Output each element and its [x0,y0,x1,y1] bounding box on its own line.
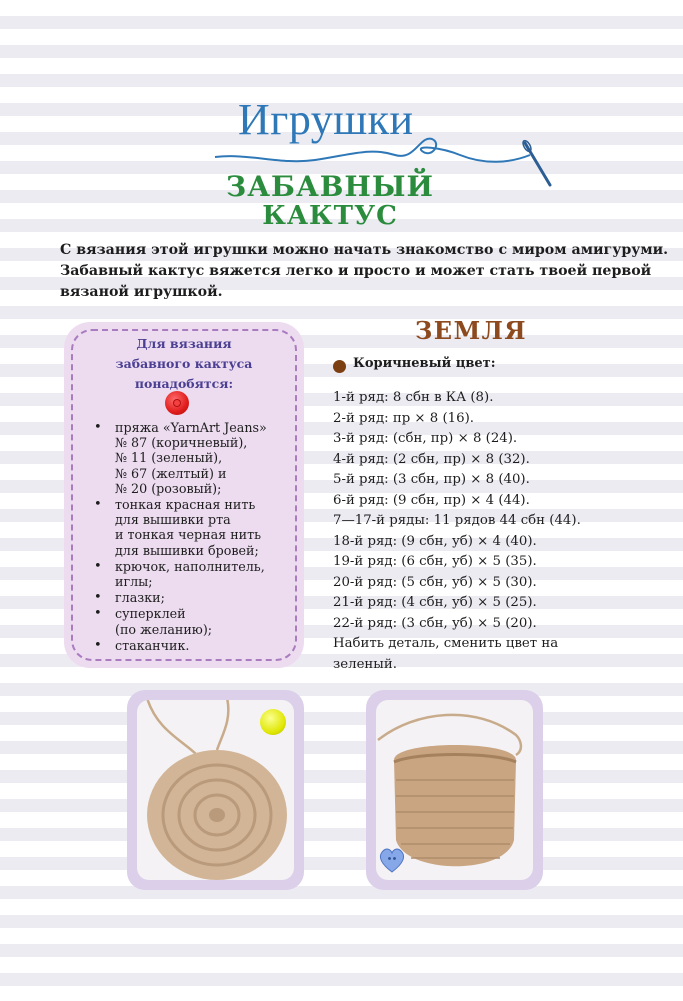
pattern-row: 3-й ряд: (сбн, пр) × 8 (24). [333,431,518,446]
materials-title-line: забавного кактуса [115,356,253,371]
pattern-row: 21-й ряд: (4 сбн, уб) × 5 (25). [333,595,537,610]
list-item-line: • крючок, наполнитель, [115,558,265,574]
materials-title-line: Для вязания [136,336,232,351]
intro-line: Забавный кактус вяжется легко и просто и может стать твоей первой [60,263,652,279]
list-item-line: № 20 (розовый); [115,480,222,496]
pattern-row: 7—17-й ряды: 11 рядов 44 сбн (44). [333,513,581,528]
pattern-row: зеленый. [333,656,397,672]
pattern-row: 1-й ряд: 8 сбн в КА (8). [333,390,494,405]
materials-title-line: понадобятся: [134,376,234,391]
list-item [93,590,303,605]
list-item-line: № 67 (желтый) и [115,465,227,481]
title-line-2: КАКТУС [262,201,398,231]
list-item-line: • стаканчик. [115,637,190,653]
list-item-line: для вышивки бровей; [115,542,259,558]
list-item [93,559,303,589]
heart-button-icon [378,848,406,874]
pattern-row: 5-й ряд: (3 сбн, пр) × 8 (40). [333,472,530,487]
list-item-line: для вышивки рта [115,512,231,528]
intro-paragraph [60,240,669,303]
list-item-line: и тонкая черная нить [115,527,262,543]
list-item-line: • глазки; [115,590,165,606]
list-item [93,497,303,558]
pattern-row: 19-й ряд: (6 сбн, уб) × 5 (35). [333,554,537,569]
pattern-row: 4-й ряд: (2 сбн, пр) × 8 (32). [333,451,530,467]
pattern-row: 6-й ряд: (9 сбн, пр) × 4 (44). [333,492,530,508]
pattern-row: 22-й ряд: (3 сбн, уб) × 5 (20). [333,615,537,631]
pattern-row: Набить деталь, сменить цвет на [333,636,559,651]
yellow-button-decoration [260,709,286,735]
title-line-1: ЗАБАВНЫЙ [226,170,434,203]
brown-color-bullet-icon [333,360,346,373]
materials-title [64,334,304,394]
pattern-row: 2-й ряд: пр × 8 (16). [333,410,475,426]
pattern-row: 18-й ряд: (9 сбн, уб) × 4 (40). [333,533,537,549]
intro-line: вязаной игрушкой. [60,284,223,300]
list-item-line: № 87 (коричневый), [115,435,248,451]
pattern-row: 20-й ряд: (5 сбн, уб) × 5 (30). [333,574,537,590]
section-heading: ЗЕМЛЯ [415,316,528,345]
red-button-decoration [165,391,189,415]
color-label: Коричневый цвет: [353,356,496,371]
section-title: Игрушки [238,95,414,144]
materials-list [93,420,303,654]
list-item-line: • пряжа «YarnArt Jeans» [115,420,267,435]
list-item-line: иглы; [115,574,153,590]
list-item [93,638,303,653]
intro-line: С вязания этой игрушки можно начать знакомство с миром амигуруми. [60,242,669,258]
list-item-line: • тонкая красная нить [115,497,256,513]
list-item [93,606,303,636]
pattern-rows [333,388,581,675]
list-item-line: (по желанию); [115,621,213,637]
list-item-line: № 11 (зеленый), [115,450,223,466]
list-item [93,420,303,496]
list-item-line: • суперклей [115,606,186,622]
